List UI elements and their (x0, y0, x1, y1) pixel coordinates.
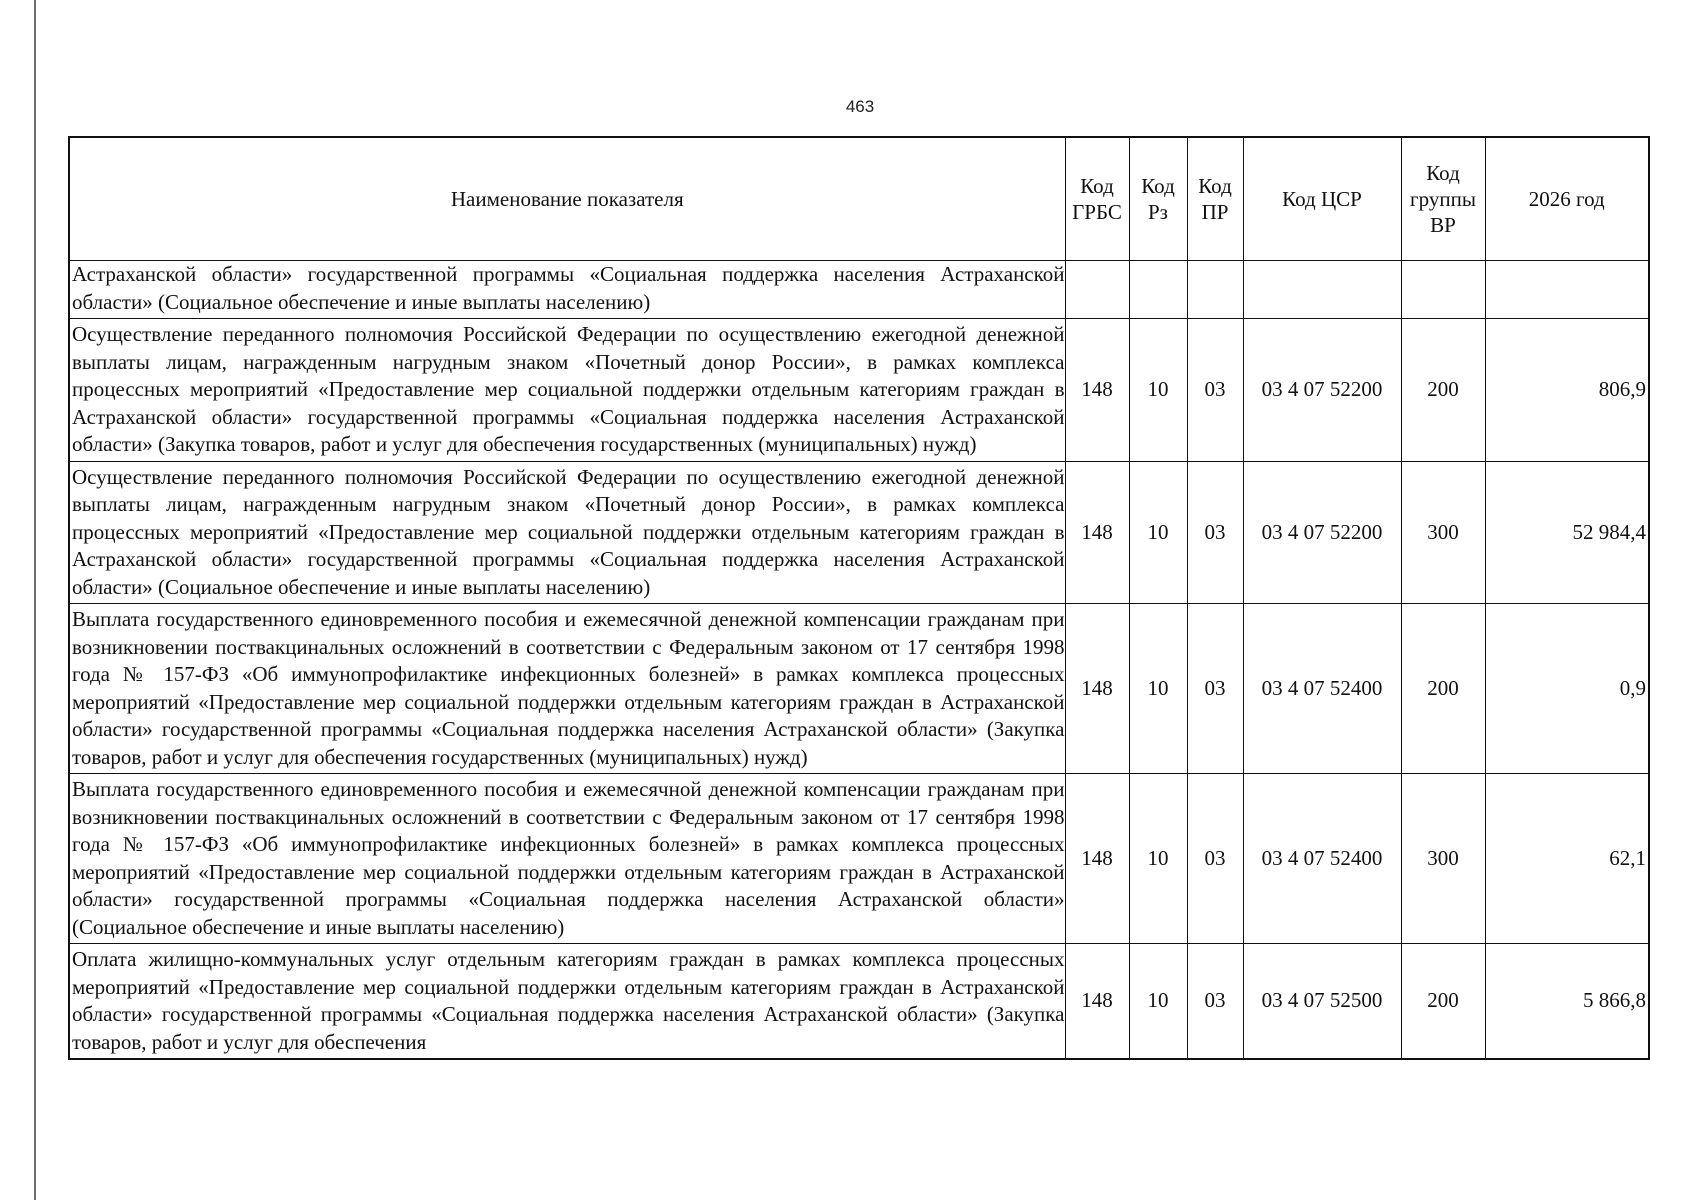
row-name: Оплата жилищно-коммунальных услуг отдельным категориям граждан в рамках комплекса процессных мероприятий «Предоставление мер социальной поддержки отдельным категориям граждан в Астраханской области» государственной программы «Социальная поддержка населения Астраханской области» (Закупка товаров, работ и услуг для обеспечения (69, 944, 1065, 1060)
row-grbs: 148 (1065, 461, 1129, 604)
row-amount: 0,9 (1485, 604, 1649, 774)
row-grbs: 148 (1065, 319, 1129, 462)
row-amount: 62,1 (1485, 774, 1649, 944)
row-vr: 300 (1401, 461, 1485, 604)
row-vr (1401, 261, 1485, 319)
row-rz: 10 (1129, 774, 1187, 944)
table-row (69, 604, 1649, 774)
row-vr: 200 (1401, 604, 1485, 774)
table-row (69, 774, 1649, 944)
table-row (69, 944, 1649, 1060)
row-pr: 03 (1187, 944, 1243, 1060)
row-name: Выплата государственного единовременного пособия и ежемесячной денежной компенсации гражданам при возникновении поствакцинальных осложнений в соответствии с Федеральным законом от 17 сентября 1998 года № 157-ФЗ «Об иммунопрофилактике инфекционных болезней» в рамках комплекса процессных мероприятий «Предоставление мер социальной поддержки отдельным категориям граждан в Астраханской области» государственной программы «Социальная поддержка населения Астраханской области» (Закупка товаров, работ и услуг для обеспечения государственных (муниципальных) нужд) (69, 604, 1065, 774)
row-pr: 03 (1187, 319, 1243, 462)
header-csr: Код ЦСР (1243, 137, 1401, 261)
row-rz: 10 (1129, 319, 1187, 462)
row-csr: 03 4 07 52400 (1243, 604, 1401, 774)
row-rz: 10 (1129, 461, 1187, 604)
row-csr: 03 4 07 52400 (1243, 774, 1401, 944)
header-pr: Код ПР (1187, 137, 1243, 261)
header-year: 2026 год (1485, 137, 1649, 261)
header-grbs: Код ГРБС (1065, 137, 1129, 261)
table-row (69, 461, 1649, 604)
row-grbs: 148 (1065, 774, 1129, 944)
row-pr: 03 (1187, 774, 1243, 944)
page-number: 463 (845, 97, 875, 116)
table-row (69, 261, 1649, 319)
row-csr: 03 4 07 52500 (1243, 944, 1401, 1060)
row-amount: 5 866,8 (1485, 944, 1649, 1060)
row-name: Осуществление переданного полномочия Российской Федерации по осуществлению ежегодной денежной выплаты лицам, награжденным нагрудным знаком «Почетный донор России», в рамках комплекса процессных мероприятий «Предоставление мер социальной поддержки отдельным категориям граждан в Астраханской области» государственной программы «Социальная поддержка населения Астраханской области» (Социальное обеспечение и иные выплаты населению) (69, 461, 1065, 604)
row-amount: 806,9 (1485, 319, 1649, 462)
budget-table (68, 136, 1650, 1060)
row-name: Астраханской области» государственной программы «Социальная поддержка населения Астраханской области» (Социальное обеспечение и иные выплаты населению) (69, 261, 1065, 319)
scan-margin-line (34, 0, 36, 1200)
row-grbs: 148 (1065, 944, 1129, 1060)
row-pr (1187, 261, 1243, 319)
table-header-row (69, 137, 1649, 261)
row-rz: 10 (1129, 604, 1187, 774)
row-name: Выплата государственного единовременного пособия и ежемесячной денежной компенсации гражданам при возникновении поствакцинальных осложнений в соответствии с Федеральным законом от 17 сентября 1998 года № 157-ФЗ «Об иммунопрофилактике инфекционных болезней» в рамках комплекса процессных мероприятий «Предоставление мер социальной поддержки отдельным категориям граждан в Астраханской области» государственной программы «Социальная поддержка населения Астраханской области» (Социальное обеспечение и иные выплаты населению) (69, 774, 1065, 944)
row-vr: 200 (1401, 319, 1485, 462)
row-grbs (1065, 261, 1129, 319)
row-name: Осуществление переданного полномочия Российской Федерации по осуществлению ежегодной денежной выплаты лицам, награжденным нагрудным знаком «Почетный донор России», в рамках комплекса процессных мероприятий «Предоставление мер социальной поддержки отдельным категориям граждан в Астраханской области» государственной программы «Социальная поддержка населения Астраханской области» (Закупка товаров, работ и услуг для обеспечения государственных (муниципальных) нужд) (69, 319, 1065, 462)
row-csr: 03 4 07 52200 (1243, 461, 1401, 604)
header-rz: Код Рз (1129, 137, 1187, 261)
row-rz (1129, 261, 1187, 319)
row-vr: 200 (1401, 944, 1485, 1060)
header-name: Наименование показателя (69, 137, 1065, 261)
row-pr: 03 (1187, 604, 1243, 774)
row-csr (1243, 261, 1401, 319)
row-rz: 10 (1129, 944, 1187, 1060)
row-csr: 03 4 07 52200 (1243, 319, 1401, 462)
row-grbs: 148 (1065, 604, 1129, 774)
row-amount: 52 984,4 (1485, 461, 1649, 604)
row-pr: 03 (1187, 461, 1243, 604)
row-amount (1485, 261, 1649, 319)
table-row (69, 319, 1649, 462)
row-vr: 300 (1401, 774, 1485, 944)
header-vr: Код группы ВР (1401, 137, 1485, 261)
